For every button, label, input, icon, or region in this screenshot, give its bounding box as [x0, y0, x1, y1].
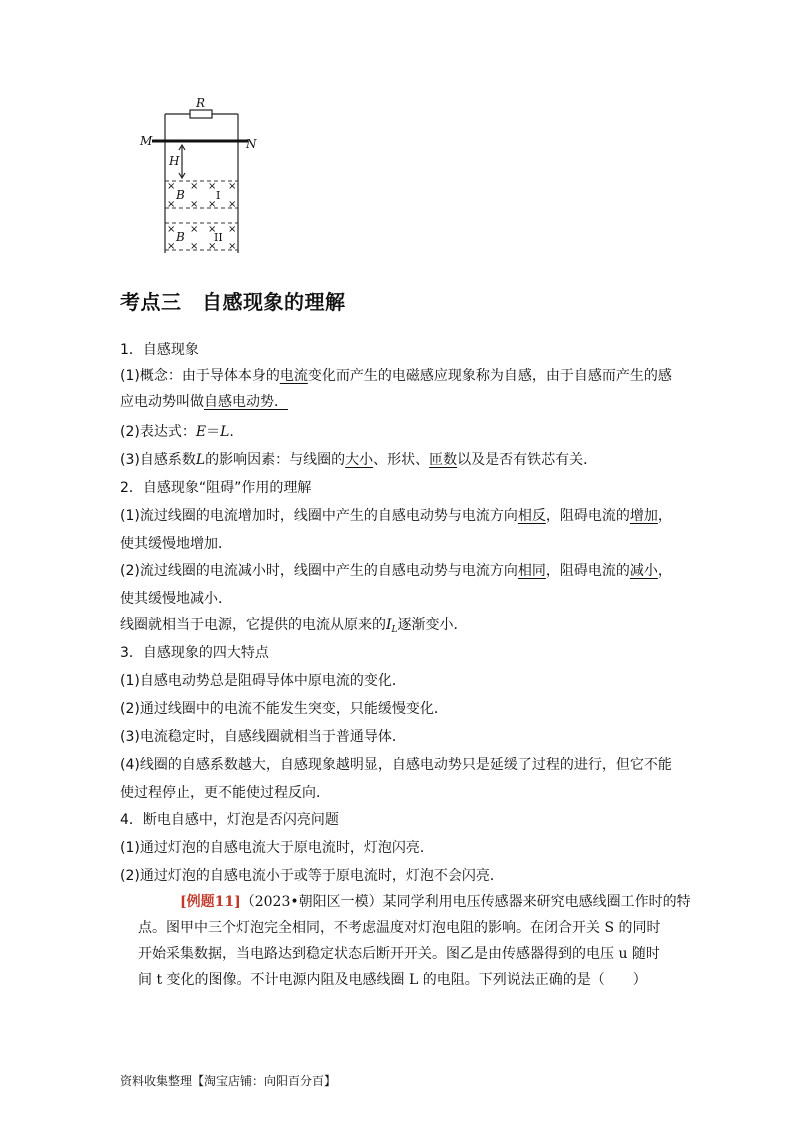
- field-cross: ×: [167, 241, 176, 252]
- text-line: (1)概念：由于导体本身的电流变化而产生的电磁感应现象称为自感，由于自感而产生的感: [120, 368, 672, 384]
- text-line: (1)流过线圈的电流增加时，线圈中产生的自感电动势与电流方向相反，阻碍电流的增加，: [120, 508, 672, 524]
- field-cross: ×: [208, 241, 217, 252]
- example-line: [例题11]（2023•朝阳区一模）某同学利用电压传感器来研究电感线圈工作时的特: [180, 894, 691, 910]
- text-line: (4)线圈的自感系数越大，自感现象越明显，自感电动势只是延缓了过程的进行，但它不能: [120, 757, 672, 773]
- text-line: 线圈就相当于电源，它提供的电流从原来的$I_L$逐渐变小．: [120, 617, 468, 635]
- field-cross: ×: [167, 181, 176, 192]
- footer-note: 资料收集整理【淘宝店铺：向阳百分百】: [120, 1074, 337, 1088]
- field-cross: ×: [228, 224, 237, 235]
- label-region-1: I: [216, 189, 221, 202]
- label-b2: B: [176, 230, 185, 244]
- section-heading: 考点三 自感现象的理解: [120, 290, 346, 314]
- example-line: 点。图甲中三个灯泡完全相同，不考虑温度对灯泡电阻的影响。在闭合开关 S 的同时: [138, 920, 661, 936]
- text-line: (2)表达式：E＝L.: [120, 424, 234, 440]
- field-cross: ×: [208, 181, 217, 192]
- text-line: 使其缓慢地减小．: [120, 591, 232, 607]
- text-line: 1．自感现象: [120, 342, 199, 358]
- text-line: 4．断电自感中，灯泡是否闪亮问题: [120, 812, 339, 828]
- field-cross: ×: [228, 241, 237, 252]
- label-m: M: [140, 134, 153, 148]
- text-line: 应电动势叫做自感电动势．: [120, 394, 288, 410]
- field-cross: ×: [167, 224, 176, 235]
- text-line: 使其缓慢地增加．: [120, 536, 232, 552]
- text-line: (3)电流稳定时，自感线圈就相当于普通导体．: [120, 729, 406, 745]
- field-cross: ×: [208, 224, 217, 235]
- circuit-figure: [138, 93, 260, 255]
- text-line: (2)流过线圈的电流减小时，线圈中产生的自感电动势与电流方向相同，阻碍电流的减小，: [120, 563, 672, 579]
- text-line: (1)通过灯泡的自感电流大于原电流时，灯泡闪亮．: [120, 840, 434, 856]
- field-cross: ×: [228, 199, 237, 210]
- example-line: 间 t 变化的图像。不计电源内阻及电感线圈 L 的电阻。下列说法正确的是（ ）: [138, 972, 647, 988]
- text-line: 2．自感现象“阻碍”作用的理解: [120, 480, 312, 496]
- text-line: (3)自感系数L的影响因素：与线圈的大小、形状、匝数以及是否有铁芯有关．: [120, 452, 598, 468]
- field-cross: ×: [167, 199, 176, 210]
- example-tag: [例题11]: [180, 894, 241, 910]
- label-b1: B: [176, 188, 185, 202]
- field-cross: ×: [190, 241, 199, 252]
- text-line: 3．自感现象的四大特点: [120, 645, 269, 661]
- field-cross: ×: [190, 181, 199, 192]
- field-cross: ×: [190, 199, 199, 210]
- text-line: (2)通过线圈中的电流不能发生突变，只能缓慢变化．: [120, 701, 448, 717]
- example-line: 开始采集数据，当电路达到稳定状态后断开开关。图乙是由传感器得到的电压 u 随时: [138, 946, 660, 962]
- text-line: 使过程停止，更不能使过程反向．: [120, 785, 330, 801]
- label-r: R: [196, 96, 206, 110]
- label-region-2: II: [214, 231, 223, 244]
- field-cross: ×: [228, 181, 237, 192]
- field-cross: ×: [190, 224, 199, 235]
- text-line: (1)自感电动势总是阻碍导体中原电流的变化．: [120, 673, 406, 689]
- field-cross: ×: [208, 199, 217, 210]
- label-n: N: [246, 137, 257, 151]
- text-line: (2)通过灯泡的自感电流小于或等于原电流时，灯泡不会闪亮．: [120, 868, 504, 884]
- label-h: H: [169, 154, 180, 168]
